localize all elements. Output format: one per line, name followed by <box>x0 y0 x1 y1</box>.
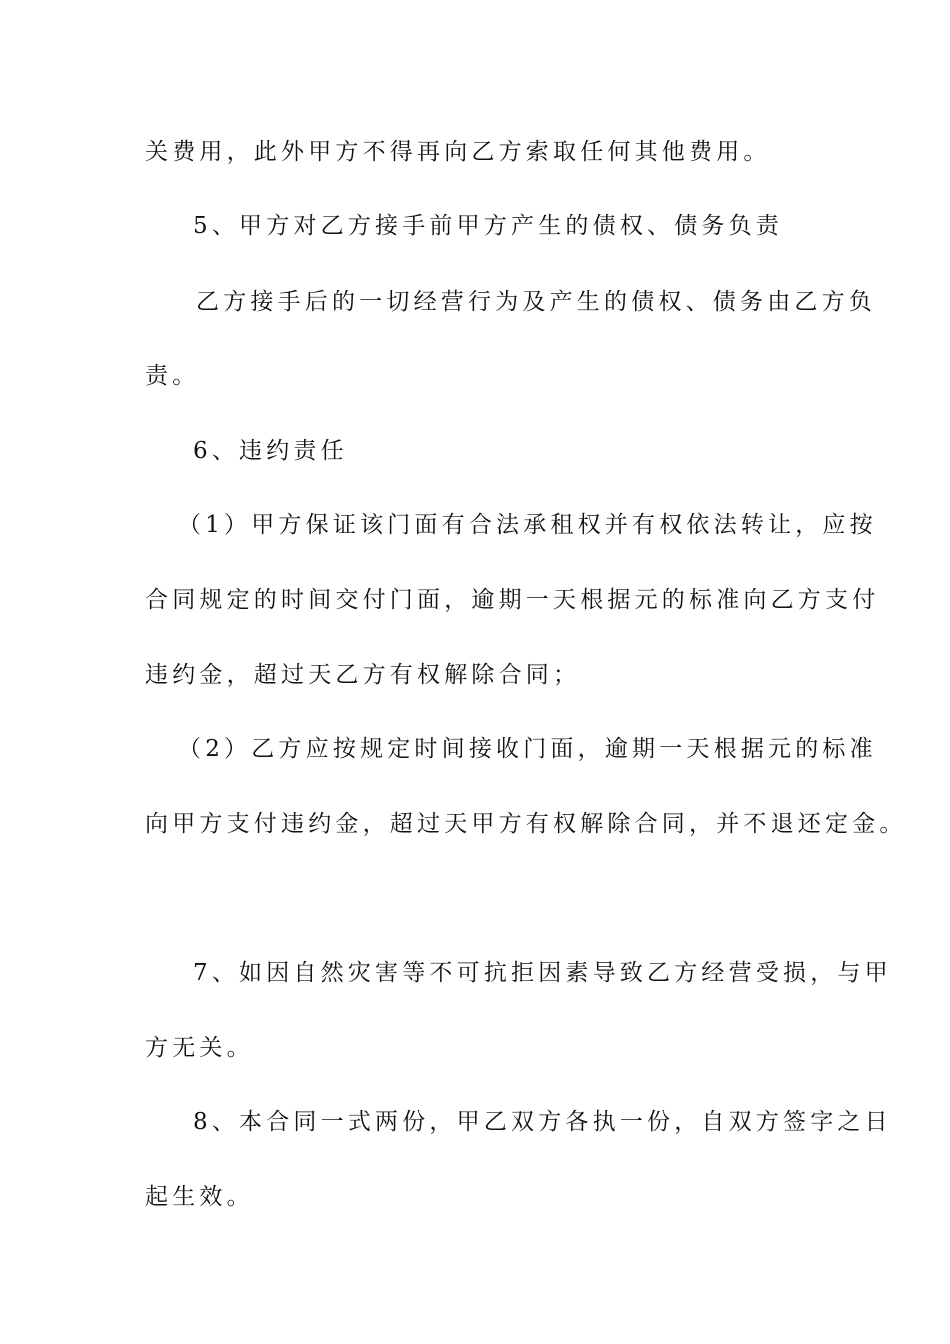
text-line: 合同规定的时间交付门面，逾期一天根据元的标准向乙方支付 <box>145 587 880 613</box>
text-line: 乙方接手后的一切经营行为及产生的债权、债务由乙方负 <box>196 289 876 315</box>
clause-8-text: 8、本合同一式两份，甲乙双方各执一份，自双方签字之日 <box>193 1109 892 1135</box>
clause-6-heading: 6、违约责任 <box>193 438 348 464</box>
clause-5-heading: 5、甲方对乙方接手前甲方产生的债权、债务负责 <box>193 213 784 239</box>
text-line: 违约金，超过天乙方有权解除合同； <box>145 662 581 688</box>
text-line: 方无关。 <box>145 1035 254 1061</box>
text-line: （2）乙方应按规定时间接收门面，逾期一天根据元的标准 <box>178 736 877 762</box>
text-line: （1）甲方保证该门面有合法承租权并有权依法转让，应按 <box>178 512 877 538</box>
text-line: 向甲方支付违约金，超过天甲方有权解除合同，并不退还定金。 <box>145 811 907 837</box>
text-line: 关费用，此外甲方不得再向乙方索取任何其他费用。 <box>145 139 771 165</box>
clause-7-text: 7、如因自然灾害等不可抗拒因素导致乙方经营受损，与甲 <box>193 960 892 986</box>
text-line: 起生效。 <box>145 1184 254 1210</box>
text-line: 责。 <box>145 363 200 389</box>
